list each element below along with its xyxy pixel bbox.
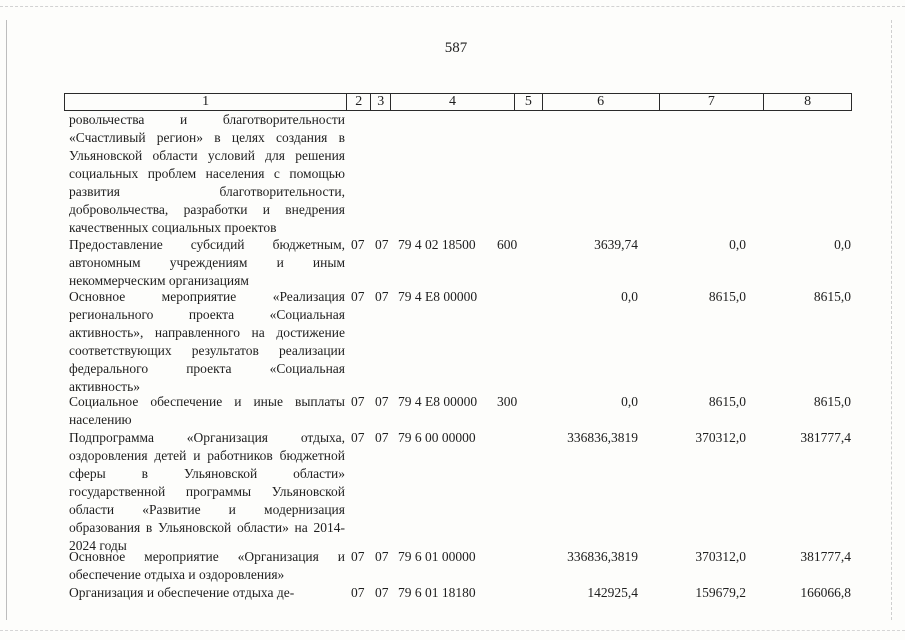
column-header-5: 5 <box>515 94 543 110</box>
row-expense-type: 600 <box>497 237 518 252</box>
row-subsection: 07 <box>375 237 389 252</box>
row-target-article: 79 6 01 00000 <box>398 549 476 564</box>
row-value-col8: 166066,8 <box>800 585 851 600</box>
column-header-2: 2 <box>347 94 371 110</box>
row-section: 07 <box>351 394 365 409</box>
row-value-col8: 381777,4 <box>800 549 851 564</box>
column-header-1: 1 <box>65 94 347 110</box>
row-value-col6: 142925,4 <box>587 585 638 600</box>
row-section: 07 <box>351 237 365 252</box>
row-value-col7: 0,0 <box>729 237 746 252</box>
page-number: 587 <box>444 40 468 56</box>
column-header-8: 8 <box>804 94 812 109</box>
row-section: 07 <box>351 289 365 304</box>
column-header-6: 6 <box>543 94 660 110</box>
row-description: Основное мероприятие «Реализация регионального проекта «Социальная активность», направленного на достижение соответствующих результатов реализации федерального проекта «Социальная активность» <box>69 289 345 394</box>
row-value-col8: 8615,0 <box>813 289 851 304</box>
row-value-col8: 381777,4 <box>800 430 851 445</box>
column-header-3: 3 <box>371 94 391 110</box>
row-value-col6: 0,0 <box>621 289 638 304</box>
row-value-col6: 0,0 <box>621 394 638 409</box>
row-target-article: 79 4 E8 00000 <box>398 394 478 409</box>
row-value-col8: 0,0 <box>834 237 851 252</box>
row-section: 07 <box>351 585 365 600</box>
row-value-col6: 336836,3819 <box>567 549 638 564</box>
row-value-col6: 336836,3819 <box>567 430 638 445</box>
row-description: Предоставление субсидий бюджетным, автономным учреждениям и иным некоммерческим организациям <box>69 237 345 288</box>
column-header-4: 4 <box>391 94 515 110</box>
row-value-col7: 370312,0 <box>695 549 746 564</box>
row-subsection: 07 <box>375 430 389 445</box>
row-value-col8: 8615,0 <box>813 394 851 409</box>
row-target-article: 79 4 E8 00000 <box>398 289 478 304</box>
row-target-article: 79 6 01 18180 <box>398 585 476 600</box>
row-subsection: 07 <box>375 289 389 304</box>
row-description: Подпрограмма «Организация отдыха, оздоровления детей и работников бюджетной сферы в Ульяновской области» государственной программы Ульяновской области «Развитие и модернизация образования в Ульяновской области» на 2014-2024 годы <box>69 430 345 553</box>
row-value-col6: 3639,74 <box>594 237 638 252</box>
row-section: 07 <box>351 549 365 564</box>
row-subsection: 07 <box>375 585 389 600</box>
row-section: 07 <box>351 430 365 445</box>
row-description: Социальное обеспечение и иные выплаты населению <box>69 394 345 427</box>
row-value-col7: 370312,0 <box>695 430 746 445</box>
row-value-col7: 159679,2 <box>695 585 746 600</box>
row-subsection: 07 <box>375 394 389 409</box>
row-value-col7: 8615,0 <box>708 289 746 304</box>
row-expense-type: 300 <box>497 394 518 409</box>
row-value-col7: 8615,0 <box>708 394 746 409</box>
row-description: Основное мероприятие «Организация и обеспечение отдыха и оздоровления» <box>69 549 345 582</box>
row-description: Организация и обеспечение отдыха де- <box>69 585 295 600</box>
row-target-article: 79 6 00 00000 <box>398 430 476 445</box>
row-target-article: 79 4 02 18500 <box>398 237 476 252</box>
row-description: ровольчества и благотворительности «Счастливый регион» в целях создания в Ульяновской области условий для решения социальных проблем населения с помощью развития благотворительности, добровольчества, разработки и внедрения качественных социальных проектов <box>69 112 345 235</box>
column-header-7: 7 <box>660 94 765 110</box>
row-subsection: 07 <box>375 549 389 564</box>
